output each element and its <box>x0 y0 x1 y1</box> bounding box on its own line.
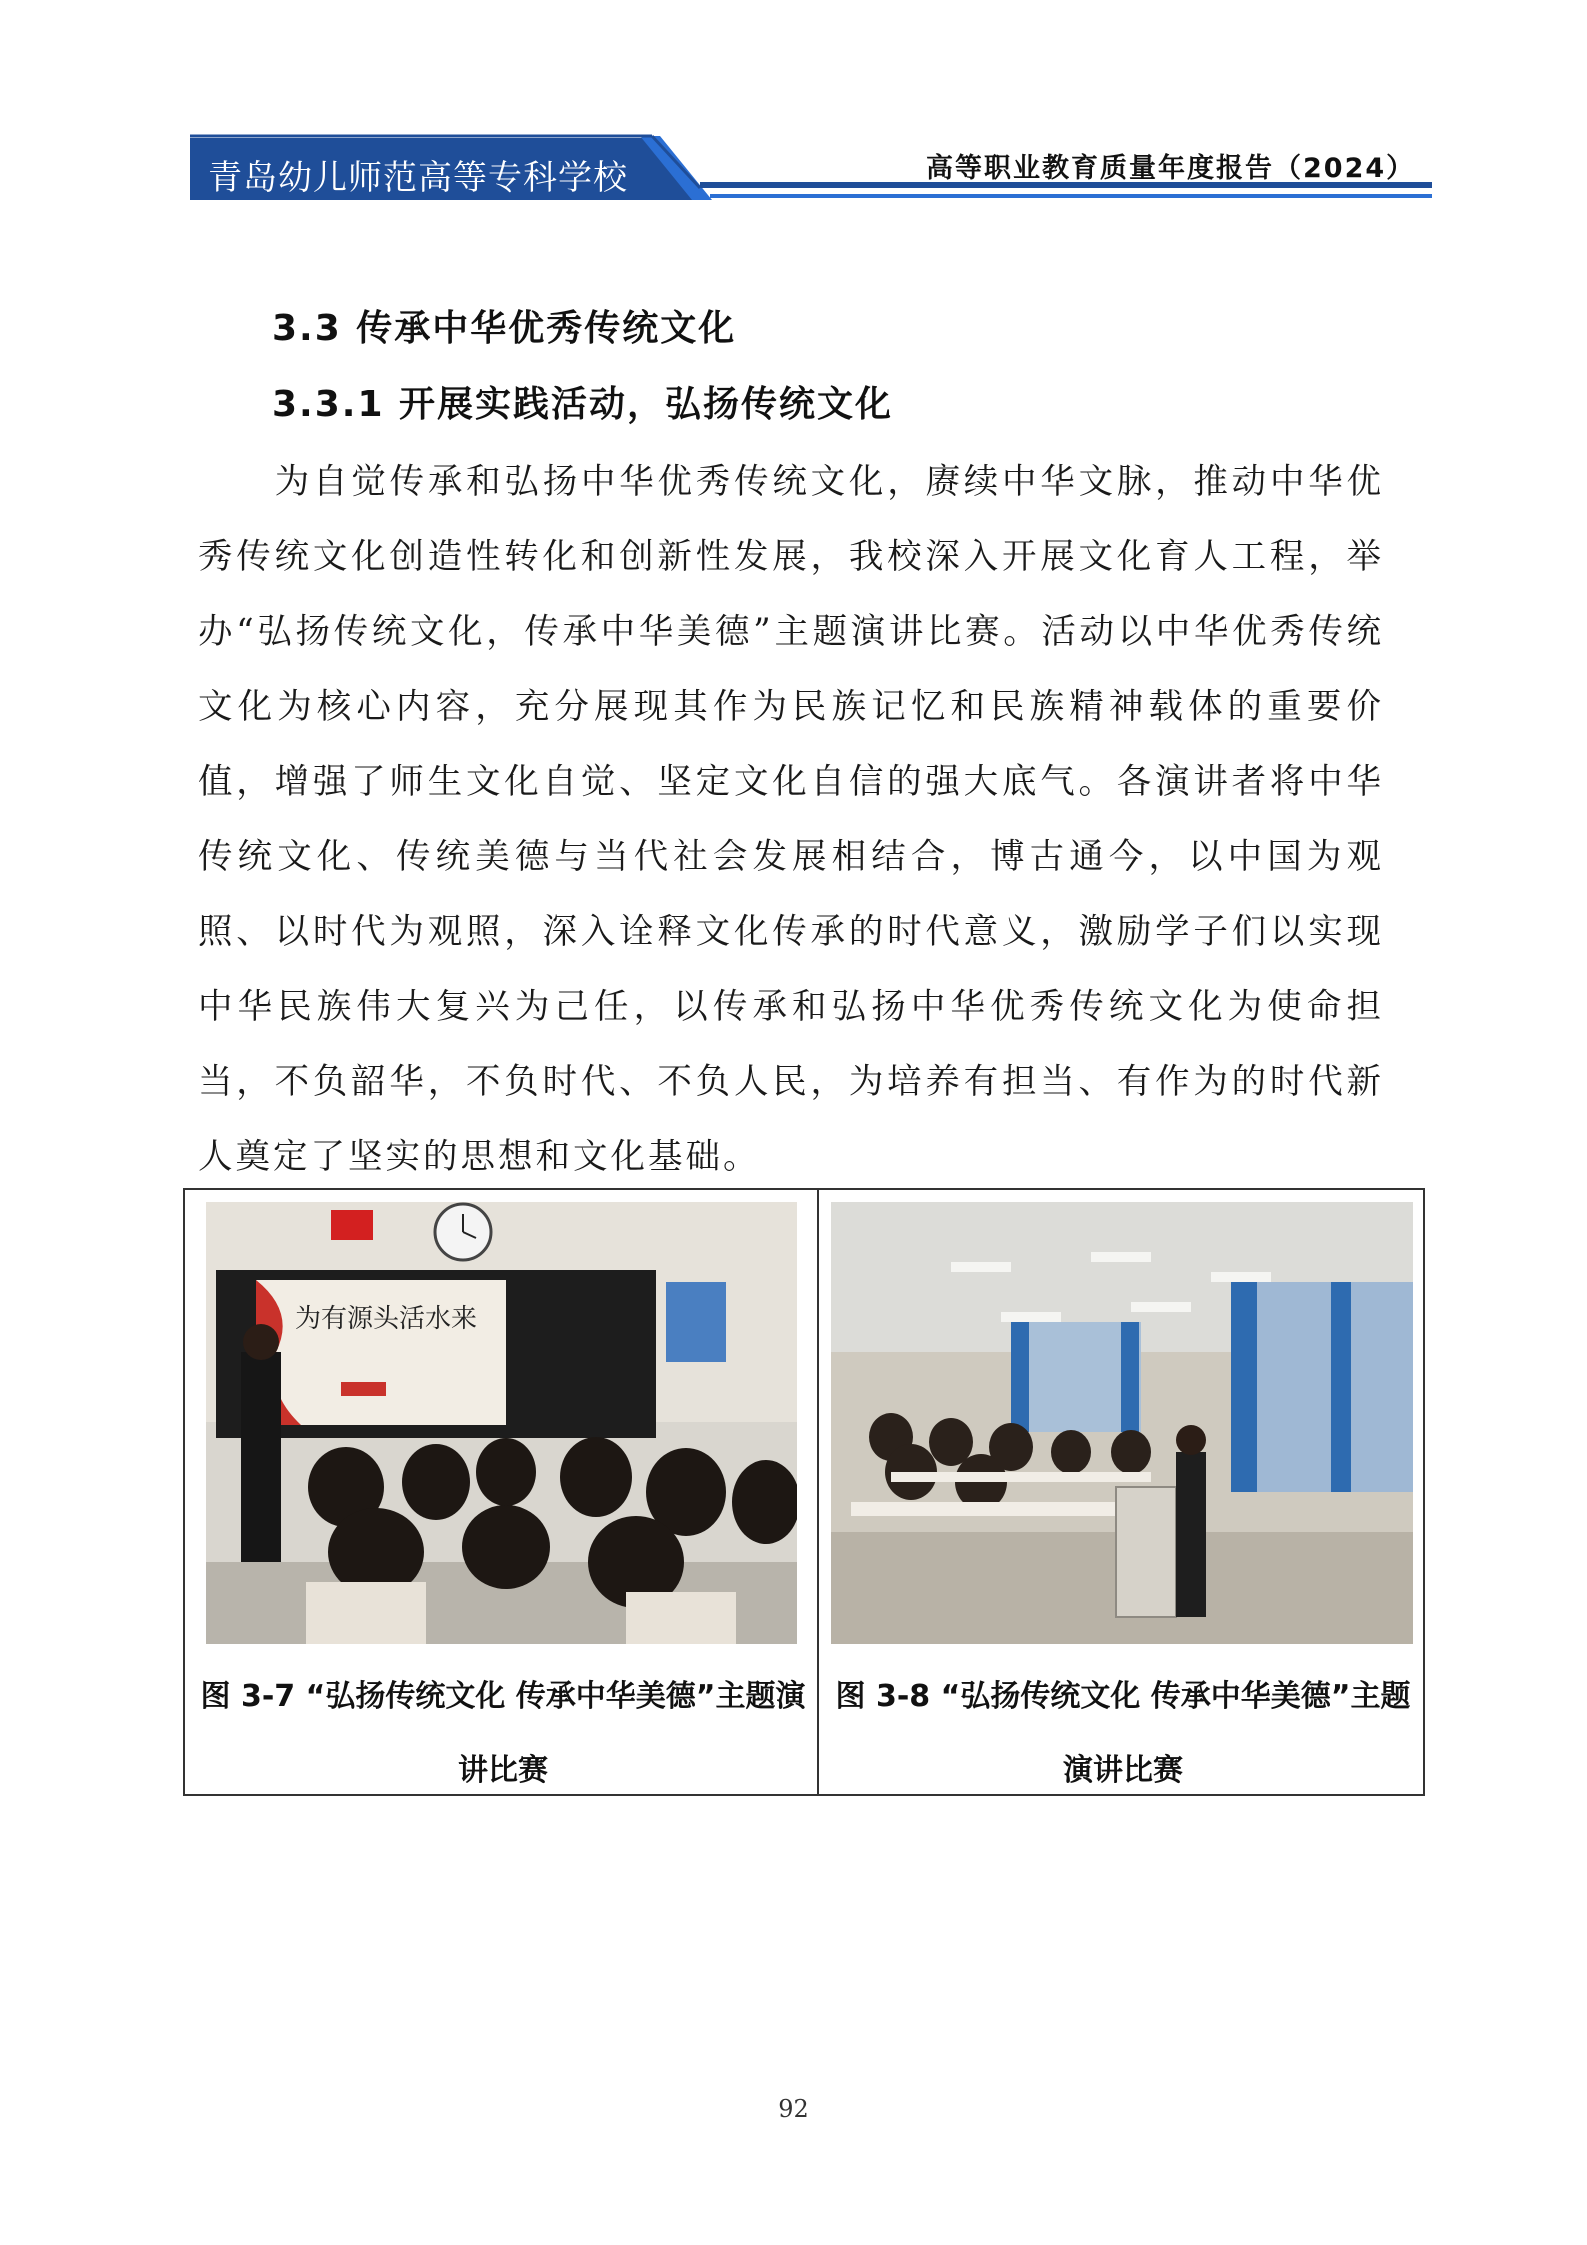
school-name: 青岛幼儿师范高等专科学校 <box>208 158 628 198</box>
figure-3-8-caption: 图 3-8 “弘扬传统文化 传承中华美德”主题演讲比赛 <box>835 1679 1411 1788</box>
page-number: 92 <box>778 2095 809 2123</box>
body-paragraph-text: 为自觉传承和弘扬中华优秀传统文化，赓续中华文脉，推动中华优秀传统文化创造性转化和创新性发展，我校深入开展文化育人工程，举办“弘扬传统文化，传承中华美德”主题演讲比赛。活动以中华优秀传统文化为核心内容，充分展现其作为民族记忆和民族精神载体的重要价值，增强了师生文化自觉、坚定文化自信的强大底气。各演讲者将中华传统文化、传统美德与当代社会发展相结合，博古通今，以中国为观照、以时代为观照，深入诠释文化传承的时代意义，激励学子们以实现中华民族伟大复兴为己任，以传承和弘扬中华优秀传统文化为使命担当，不负韶华，不负时代、不负人民，为培养有担当、有作为的时代新人奠定了坚实的思想和文化基础。 <box>198 462 1384 1177</box>
figure-3-7-photo <box>206 1202 797 1644</box>
figure-divider <box>817 1190 819 1794</box>
figure-3-7-caption: 图 3-7 “弘扬传统文化 传承中华美德”主题演讲比赛 <box>200 1679 806 1788</box>
slide-text: 为有源头活水来 <box>294 1304 478 1334</box>
section-heading: 3.3 传承中华优秀传统文化 <box>272 308 737 349</box>
figure-table <box>183 1188 1425 1796</box>
body-paragraph <box>198 445 1384 1195</box>
page-header <box>0 0 1587 210</box>
figure-3-8-photo <box>831 1202 1413 1644</box>
report-title: 高等职业教育质量年度报告（2024） <box>926 153 1416 184</box>
section-subheading: 3.3.1 开展实践活动，弘扬传统文化 <box>272 384 894 425</box>
